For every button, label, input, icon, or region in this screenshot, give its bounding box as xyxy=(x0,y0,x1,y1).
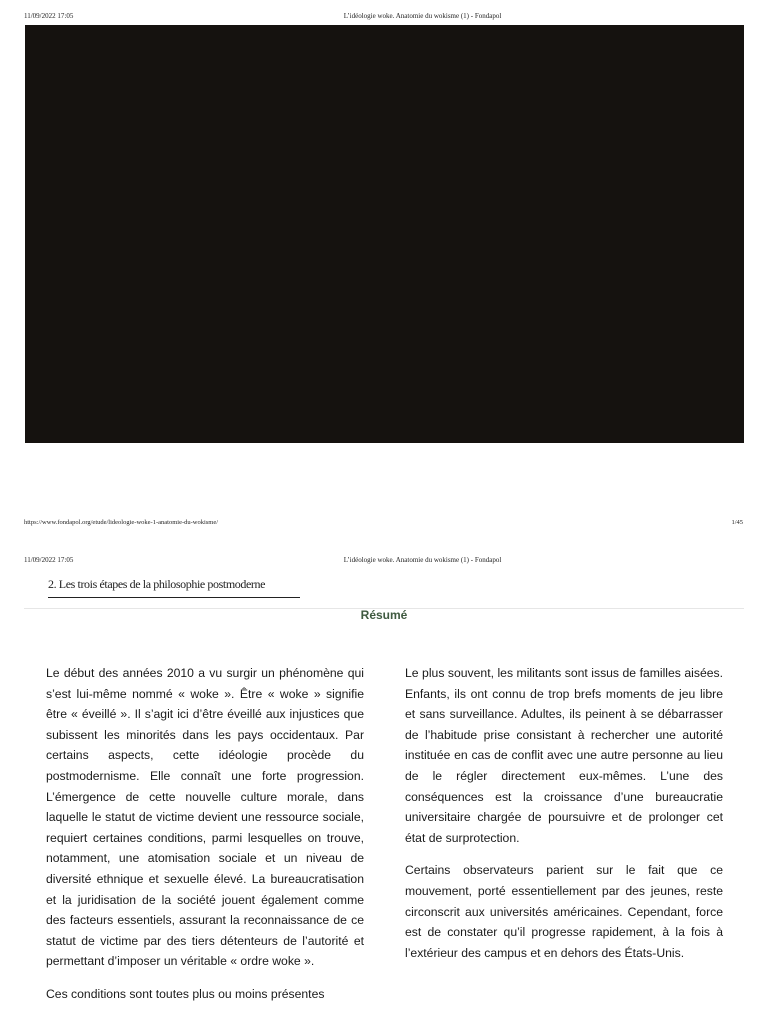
print-datetime: 11/09/2022 17:05 xyxy=(24,12,74,20)
section-heading-link[interactable]: 2. Les trois étapes de la philosophie postmoderne xyxy=(48,577,300,598)
paragraph: Le début des années 2010 a vu surgir un phénomène qui s’est lui-même nommé « woke ». Être « woke » signifie être « éveillé ». Il s’agit ici d’être éveillé aux injustices que subissent les minorités dans les pays occidentaux. Par certains aspects, cette idéologie procède du postmodernisme. Elle connaît une forte progression. L’émergence de cette nouvelle culture morale, dans laquelle le statut de victime devient une ressource sociale, requiert certaines conditions, parmi lesquelles on trouve, notamment, une atomisation sociale et un niveau de diversité ethnique et sexuelle élevé. La bureaucratisation et la juridisation de la société jouent également comme des facteurs essentiels, assurant la reconnaissance de ce statut de victime par des tiers détenteurs de l’autorité et permettant d’imposer un véritable « ordre woke ». xyxy=(46,666,364,969)
video-placeholder xyxy=(25,25,744,443)
paragraph: Certains observateurs parient sur le fait que ce mouvement, porté essentiellement par des jeunes, reste circonscrit aux universités américaines. Cependant, force est de constater qu’il progresse rapidement, à la fois à l’extérieur des campus et en dehors des États-Unis. xyxy=(405,863,723,960)
summary-column-right xyxy=(405,663,723,975)
print-url[interactable]: https://www.fondapol.org/etude/lideologie-woke-1-anatomie-du-wokisme/ xyxy=(24,519,219,526)
paragraph: Le plus souvent, les militants sont issus de familles aisées. Enfants, ils ont connu de trop brefs moments de jeu libre et sans surveillance. Adultes, ils peinent à se débarrasser de l’habitude prise consistant à rechercher une autorité instituée en cas de conflit avec une autre personne au lieu de le régler directement eux-mêmes. L’une des conséquences est la croissance d’une bureaucratie universitaire chargée de poursuivre et de prolonger cet état de surprotection. xyxy=(405,666,723,845)
summary-title: Résumé xyxy=(360,608,408,622)
print-datetime: 11/09/2022 17:05 xyxy=(24,556,74,564)
summary-column-left xyxy=(46,663,364,1017)
printed-page-2 xyxy=(0,548,768,1024)
print-doc-title: L’idéologie woke. Anatomie du wokisme (1) - Fondapol xyxy=(343,556,502,564)
paragraph: Ces conditions sont toutes plus ou moins présentes xyxy=(46,986,325,1001)
print-doc-title: L’idéologie woke. Anatomie du wokisme (1) - Fondapol xyxy=(343,12,502,20)
print-page-number: 1/45 xyxy=(731,519,743,526)
